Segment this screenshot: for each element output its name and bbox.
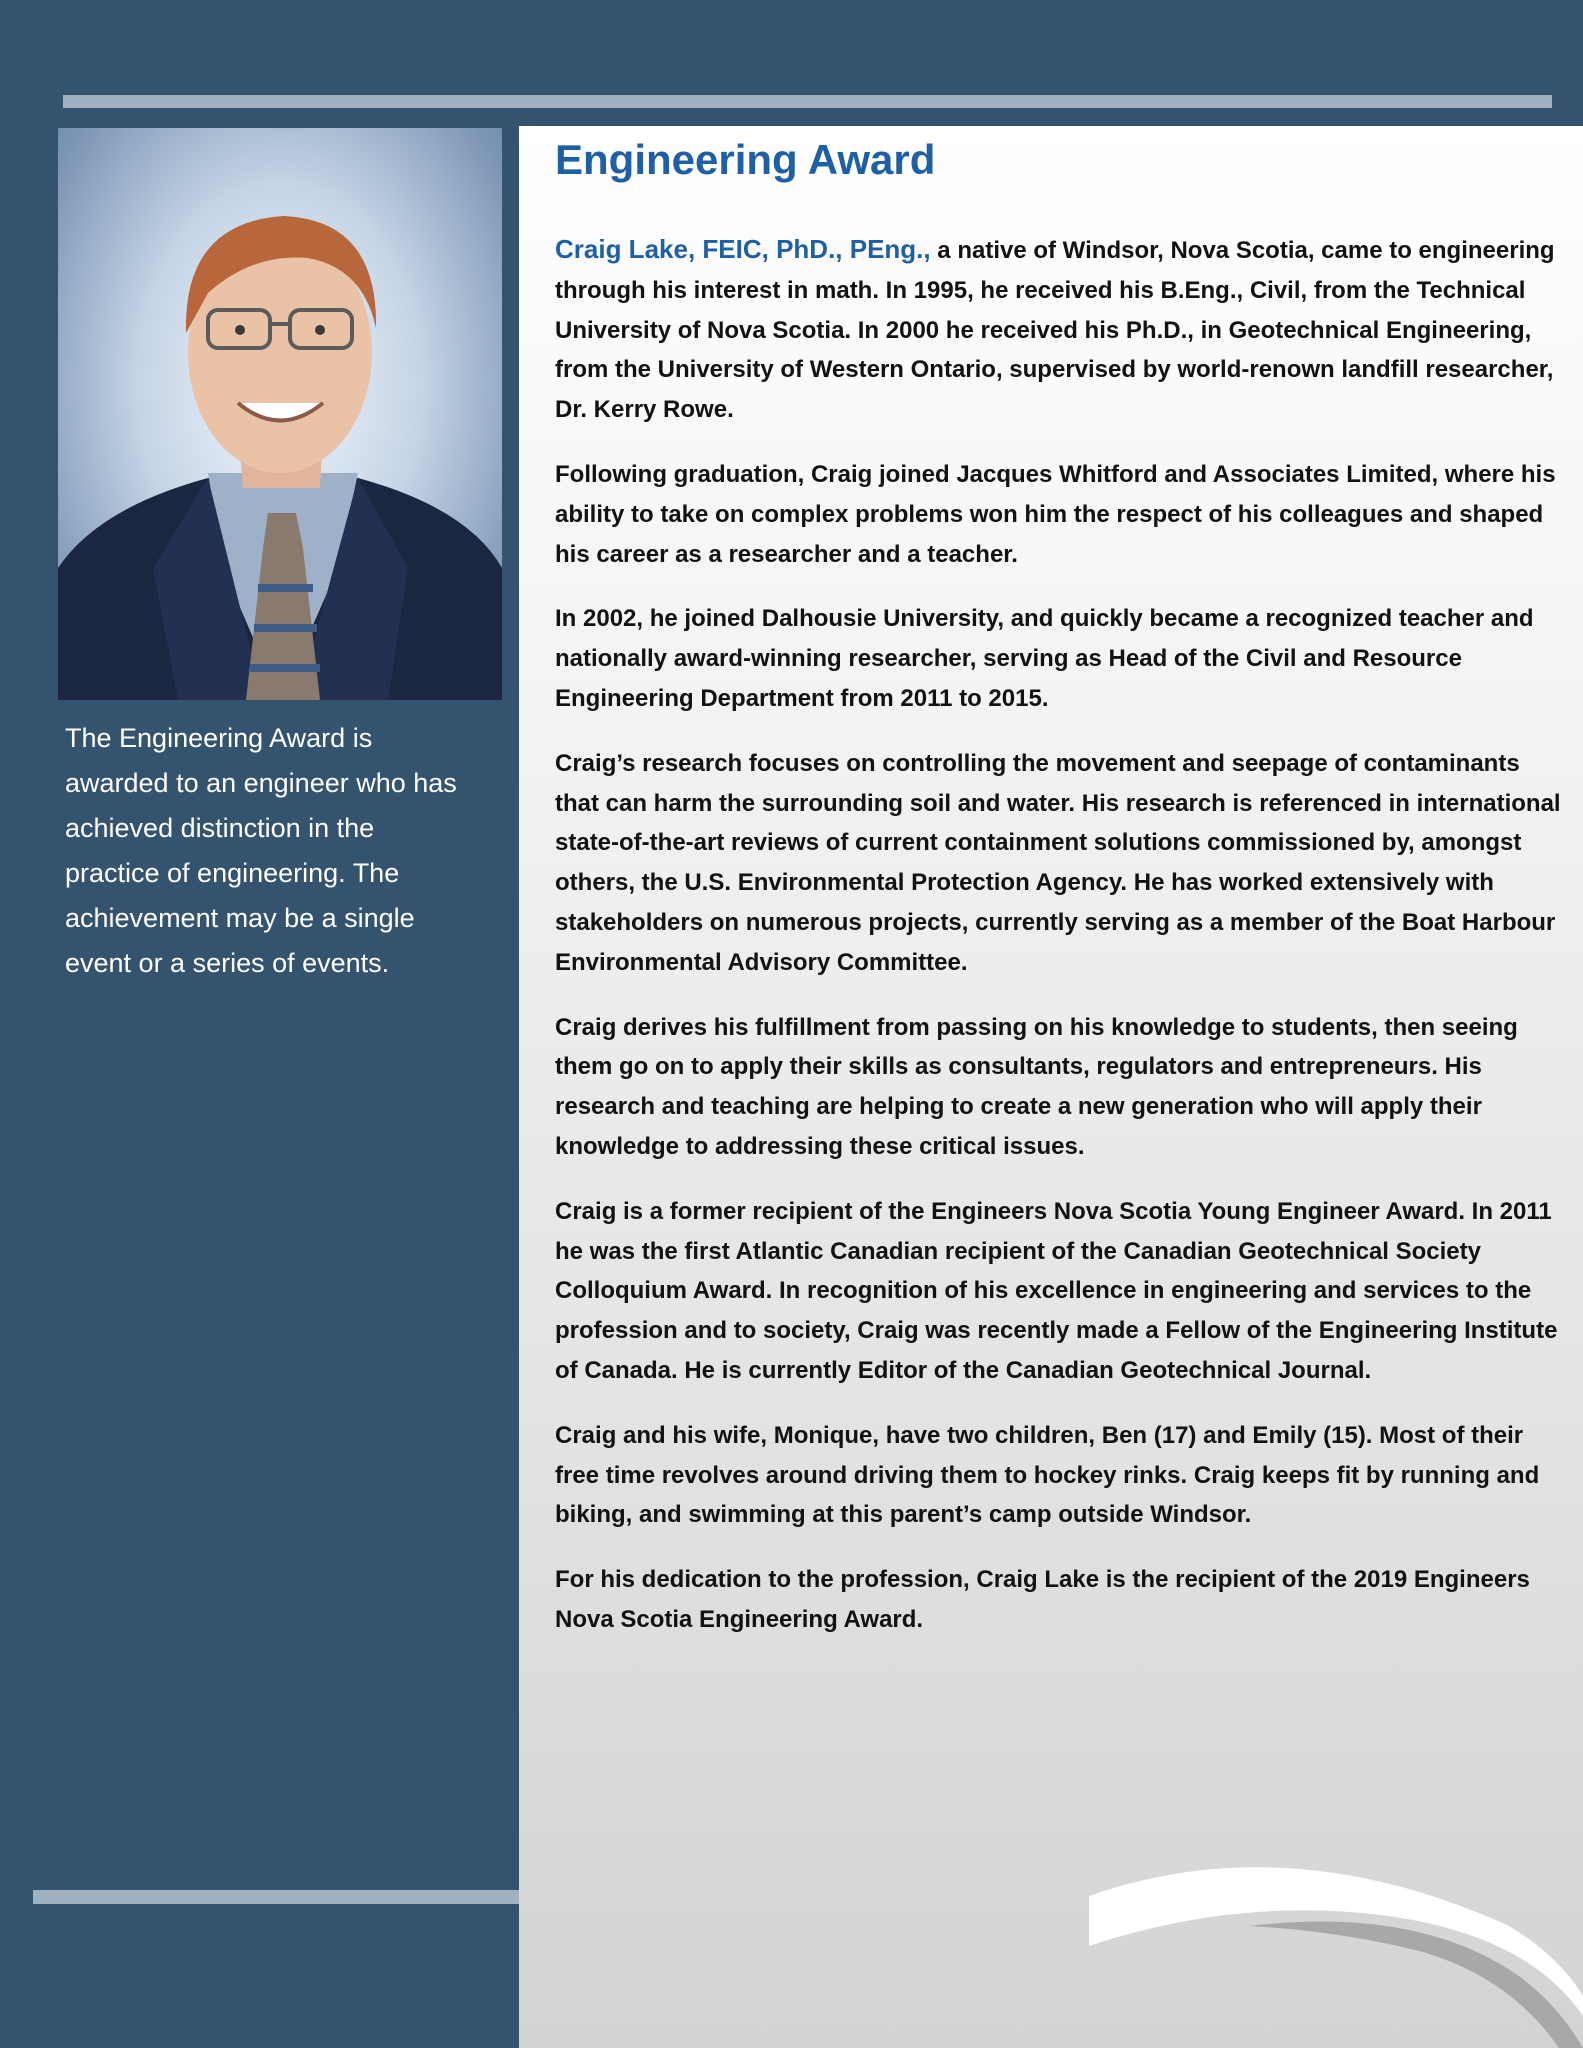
bio-paragraph: Craig is a former recipient of the Engineers Nova Scotia Young Engineer Award. In 2011 he was the first Atlantic Canadian recipient of the Canadian Geotechnical Society Colloquium Award. In recognition of his excellence in engineering and services to the profession and to society, Craig was recently made a Fellow of the Engineering Institute of Canada. He is currently Editor of the Canadian Geotechnical Journal.: [555, 1197, 1558, 1384]
award-description: The Engineering Award is awarded to an engineer who has achieved distinction in the practice of engineering. The achievement may be a single event or a series of events.: [65, 723, 457, 978]
bio-intro-text: a native of Windsor, Nova Scotia, came to engineering through his interest in math. In 1995, he received his B.Eng., Civil, from the Technical University of Nova Scotia. In 2000 he received his Ph.D., in Geotechnical Engineering, from the University of Western Ontario, supervised by world-renown landfill researcher, Dr. Kerry Rowe.: [555, 237, 1555, 424]
top-accent-bar: [63, 95, 1552, 108]
main-panel: [519, 126, 1583, 2048]
bio-paragraph: Craig derives his fulfillment from passing on his knowledge to students, then seeing them go on to apply their skills as consultants, regulators and entrepreneurs. His research and teaching are helping to create a new generation who will apply their knowledge to addressing these critical issues.: [555, 1013, 1518, 1160]
portrait-illustration: [58, 128, 502, 700]
bio-paragraph: Craig and his wife, Monique, have two children, Ben (17) and Emily (15). Most of their free time revolves around driving them to hockey rinks. Craig keeps fit by running and biking, and swimming at this parent’s camp outside Windsor.: [555, 1421, 1540, 1529]
bio-paragraph: [555, 230, 1567, 430]
biography: [555, 230, 1567, 1665]
bio-paragraph: Craig’s research focuses on controlling the movement and seepage of contaminants that can harm the surrounding soil and water. His research is referenced in international state-of-the-art reviews of current containment solutions commissioned by, amongst others, the U.S. Environmental Protection Agency. He has worked extensively with stakeholders on numerous projects, currently serving as a member of the Boat Harbour Environmental Advisory Committee.: [555, 749, 1561, 976]
swoosh-decoration: [1089, 1866, 1583, 2048]
bottom-accent-bar: [33, 1890, 520, 1904]
page-title: Engineering Award: [555, 136, 936, 183]
bio-paragraph: In 2002, he joined Dalhousie University, and quickly became a recognized teacher and nationally award-winning researcher, serving as Head of the Civil and Resource Engineering Department from 2011 to 2015.: [555, 605, 1534, 712]
recipient-photo: [58, 128, 502, 700]
recipient-name: Craig Lake, FEIC, PhD., PEng.,: [555, 234, 931, 264]
bio-paragraph: For his dedication to the profession, Craig Lake is the recipient of the 2019 Engineers Nova Scotia Engineering Award.: [555, 1566, 1530, 1633]
bio-paragraph: Following graduation, Craig joined Jacques Whitford and Associates Limited, where his ability to take on complex problems won him the respect of his colleagues and shaped his career as a researcher and a teacher.: [555, 460, 1556, 568]
